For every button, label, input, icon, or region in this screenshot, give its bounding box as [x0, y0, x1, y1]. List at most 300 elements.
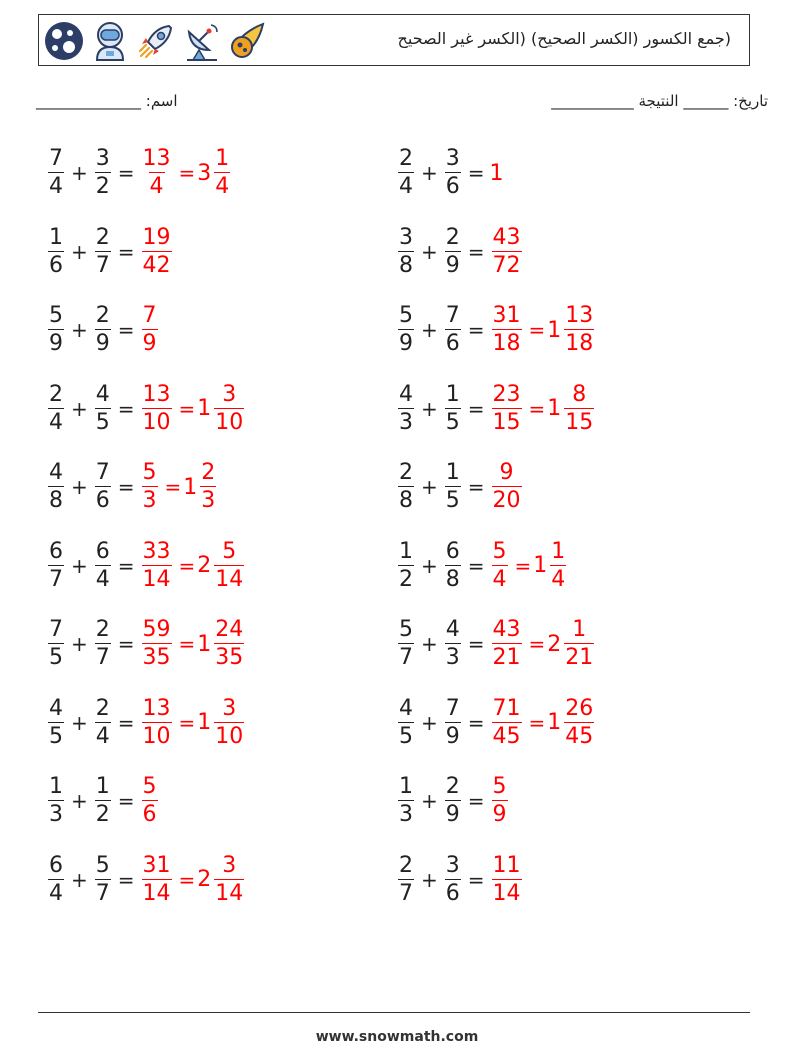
problem-item [46, 138, 232, 208]
denominator: 2 [95, 802, 110, 827]
denominator: 35 [142, 645, 171, 670]
answer [140, 852, 247, 906]
equals-sign: = [528, 632, 546, 656]
numerator: 31 [142, 852, 171, 878]
fraction [492, 852, 522, 906]
denominator: 3 [49, 802, 63, 827]
fraction [398, 462, 414, 512]
fraction [48, 462, 64, 512]
numerator: 13 [142, 381, 171, 407]
fraction [95, 695, 111, 749]
answer [140, 462, 219, 512]
denominator: 9 [49, 331, 63, 356]
fraction [48, 538, 64, 592]
denominator: 9 [142, 331, 157, 356]
denominator: 10 [142, 409, 171, 435]
fraction [492, 538, 508, 592]
denominator: 7 [95, 880, 110, 906]
problem-item [396, 688, 596, 758]
plus-sign: + [421, 553, 438, 578]
answer [490, 305, 597, 355]
answer [140, 148, 233, 198]
fraction [142, 852, 172, 906]
denominator: 20 [492, 488, 521, 513]
numerator: 5 [142, 774, 157, 799]
numerator: 2 [95, 224, 110, 250]
numerator: 5 [95, 852, 110, 878]
answer [490, 538, 569, 592]
fraction [48, 852, 64, 906]
plus-sign: + [421, 161, 438, 185]
denominator: 7 [49, 566, 63, 592]
equals-sign: = [178, 553, 196, 578]
denominator: 14 [142, 566, 171, 592]
denominator: 5 [445, 488, 460, 513]
denominator: 5 [49, 645, 63, 670]
denominator: 2 [399, 566, 413, 592]
denominator: 9 [445, 723, 460, 749]
denominator: 6 [49, 252, 63, 278]
equals-sign: = [467, 867, 485, 892]
answer [490, 161, 504, 186]
equals-sign: = [528, 396, 546, 421]
footer-divider [38, 1012, 750, 1013]
mixed-whole: 1 [533, 553, 548, 578]
fraction [445, 381, 461, 435]
numerator: 2 [49, 381, 63, 407]
denominator: 4 [399, 174, 413, 199]
fraction [95, 305, 111, 355]
denominator: 5 [95, 409, 110, 435]
plus-sign: + [71, 318, 88, 342]
denominator: 3 [142, 488, 157, 513]
numerator: 3 [399, 224, 413, 250]
fraction [142, 619, 172, 669]
problem-item [46, 609, 246, 679]
fraction [445, 224, 461, 278]
denominator: 14 [492, 880, 521, 906]
numerator: 2 [95, 695, 110, 721]
mixed-whole: 1 [547, 710, 562, 735]
denominator: 6 [445, 331, 460, 356]
fraction [398, 538, 414, 592]
worksheet-header [38, 14, 750, 66]
denominator: 5 [49, 723, 63, 749]
problem-item [396, 609, 596, 679]
problem-item [46, 374, 246, 444]
denominator: 7 [95, 645, 110, 670]
mixed-whole: 1 [547, 317, 562, 343]
plus-sign: + [71, 867, 88, 892]
plus-sign: + [71, 710, 88, 735]
denominator: 35 [215, 645, 244, 670]
fraction [142, 224, 172, 278]
numerator: 59 [142, 617, 171, 642]
fraction [492, 462, 522, 512]
numerator: 1 [399, 774, 413, 799]
denominator: 4 [49, 174, 63, 199]
problem-item [396, 452, 524, 522]
numerator: 13 [142, 695, 171, 721]
equals-sign: = [467, 553, 485, 578]
mixed-fraction [564, 305, 594, 355]
plus-sign: + [71, 553, 88, 578]
plus-sign: + [421, 318, 438, 342]
fraction [95, 538, 111, 592]
numerator: 2 [445, 224, 460, 250]
numerator: 4 [399, 381, 413, 407]
fraction [445, 619, 461, 669]
problem-item [46, 845, 246, 915]
equals-sign: = [467, 396, 485, 421]
numerator: 2 [95, 617, 110, 642]
numerator: 5 [492, 538, 507, 564]
fraction [398, 776, 414, 826]
fraction [398, 852, 414, 906]
fraction [142, 776, 158, 826]
numerator: 71 [492, 695, 521, 721]
numerator: 3 [95, 146, 110, 171]
denominator: 7 [399, 880, 413, 906]
fraction [48, 305, 64, 355]
fraction [398, 695, 414, 749]
numerator: 13 [142, 146, 171, 171]
problem-item [46, 766, 160, 836]
denominator: 3 [201, 488, 216, 513]
mixed-fraction [214, 852, 244, 906]
problem-item [396, 217, 524, 287]
equals-sign: = [467, 475, 485, 499]
problem-item [46, 531, 246, 601]
numerator: 2 [445, 774, 460, 799]
mixed-whole: 2 [547, 631, 562, 657]
plus-sign: + [421, 789, 438, 813]
numerator: 2 [399, 852, 413, 878]
plus-sign: + [421, 475, 438, 499]
answer [140, 305, 160, 355]
answer [140, 695, 247, 749]
denominator: 4 [95, 566, 110, 592]
numerator: 7 [49, 617, 63, 642]
denominator: 14 [215, 566, 244, 592]
numerator: 4 [49, 460, 63, 485]
fraction [95, 462, 111, 512]
plus-sign: + [71, 475, 88, 499]
answer [490, 695, 597, 749]
answer-whole: 1 [489, 160, 504, 186]
numerator: 7 [142, 303, 157, 328]
astronaut-icon [89, 20, 131, 62]
equals-sign: = [117, 318, 135, 342]
fraction [492, 695, 522, 749]
denominator: 45 [492, 723, 521, 749]
header-icons [43, 20, 269, 62]
numerator: 7 [445, 695, 460, 721]
numerator: 7 [445, 303, 460, 328]
denominator: 9 [95, 331, 110, 356]
plus-sign: + [421, 710, 438, 735]
denominator: 4 [492, 566, 507, 592]
denominator: 7 [95, 252, 110, 278]
numerator: 5 [142, 460, 157, 485]
fraction [492, 619, 522, 669]
fraction [445, 852, 461, 906]
fraction [398, 224, 414, 278]
numerator: 6 [49, 852, 63, 878]
equals-sign: = [117, 789, 135, 813]
numerator: 1 [49, 774, 63, 799]
equals-sign: = [117, 396, 135, 421]
fraction [445, 538, 461, 592]
equals-sign: = [514, 553, 532, 578]
fraction [398, 381, 414, 435]
denominator: 6 [445, 880, 460, 906]
date-score-field: تاريخ: ______ النتيجة ___________ [551, 92, 768, 110]
denominator: 6 [445, 174, 460, 199]
denominator: 3 [445, 645, 460, 670]
comet-icon [227, 20, 269, 62]
denominator: 6 [95, 488, 110, 513]
problem-item [46, 217, 174, 287]
denominator: 7 [399, 645, 413, 670]
numerator: 1 [215, 146, 230, 171]
answer [490, 224, 524, 278]
numerator: 5 [49, 303, 63, 328]
equals-sign: = [528, 710, 546, 735]
fraction [142, 695, 172, 749]
fraction [95, 852, 111, 906]
mixed-fraction [214, 148, 230, 198]
numerator: 19 [142, 224, 171, 250]
denominator: 15 [492, 409, 521, 435]
fraction [445, 776, 461, 826]
equals-sign: = [178, 396, 196, 421]
numerator: 3 [222, 852, 237, 878]
plus-sign: + [71, 239, 88, 264]
equals-sign: = [164, 475, 182, 499]
mixed-fraction [214, 538, 244, 592]
denominator: 42 [142, 252, 171, 278]
numerator: 24 [215, 617, 244, 642]
fraction [142, 381, 172, 435]
answer [140, 381, 247, 435]
fraction [492, 305, 522, 355]
numerator: 3 [222, 695, 237, 721]
fraction [398, 148, 414, 198]
answer [140, 619, 247, 669]
answer [490, 852, 524, 906]
numerator: 8 [572, 381, 587, 407]
denominator: 4 [149, 174, 164, 199]
plus-sign: + [71, 161, 88, 185]
numerator: 4 [95, 381, 110, 407]
numerator: 33 [142, 538, 171, 564]
numerator: 23 [492, 381, 521, 407]
numerator: 5 [222, 538, 237, 564]
equals-sign: = [117, 161, 135, 185]
equals-sign: = [117, 710, 135, 735]
numerator: 4 [49, 695, 63, 721]
denominator: 9 [492, 802, 507, 827]
numerator: 31 [492, 303, 521, 328]
mixed-whole: 1 [547, 396, 562, 421]
footer-url: www.snowmath.com [315, 1029, 479, 1045]
equals-sign: = [467, 789, 485, 813]
denominator: 21 [492, 645, 521, 670]
problem-item [396, 766, 510, 836]
numerator: 7 [49, 146, 63, 171]
denominator: 4 [215, 174, 230, 199]
plus-sign: + [71, 396, 88, 421]
denominator: 10 [215, 723, 244, 749]
denominator: 10 [142, 723, 171, 749]
denominator: 4 [95, 723, 110, 749]
fraction [142, 148, 172, 198]
mixed-fraction [214, 695, 244, 749]
equals-sign: = [178, 867, 196, 892]
fraction [95, 619, 111, 669]
problem-item [396, 138, 504, 208]
plus-sign: + [71, 789, 88, 813]
equals-sign: = [117, 239, 135, 264]
denominator: 4 [49, 409, 63, 435]
fraction [48, 381, 64, 435]
equals-sign: = [467, 632, 485, 656]
numerator: 2 [399, 146, 413, 171]
fraction [48, 776, 64, 826]
problem-item [396, 845, 524, 915]
numerator: 2 [399, 460, 413, 485]
numerator: 1 [572, 617, 587, 642]
numerator: 1 [551, 538, 566, 564]
mixed-fraction [214, 381, 244, 435]
equals-sign: = [528, 318, 546, 342]
fraction [48, 619, 64, 669]
fraction [398, 305, 414, 355]
numerator: 4 [445, 617, 460, 642]
worksheet-title: (جمع الكسور (الكسر الصحيح) (الكسر غير الصحيح [397, 29, 731, 48]
numerator: 3 [445, 852, 460, 878]
answer [490, 462, 524, 512]
denominator: 3 [399, 802, 413, 827]
fraction [445, 695, 461, 749]
problem-item [396, 374, 596, 444]
denominator: 14 [215, 880, 244, 906]
name-field: اسم: ______________ [36, 92, 178, 110]
numerator: 3 [445, 146, 460, 171]
numerator: 1 [49, 224, 63, 250]
denominator: 14 [142, 880, 171, 906]
fraction [95, 224, 111, 278]
mixed-whole: 2 [197, 867, 212, 892]
numerator: 6 [95, 538, 110, 564]
fraction [48, 224, 64, 278]
fraction [492, 381, 522, 435]
equals-sign: = [467, 239, 485, 264]
denominator: 45 [565, 723, 594, 749]
numerator: 1 [445, 460, 460, 485]
equals-sign: = [178, 632, 196, 656]
denominator: 9 [445, 252, 460, 278]
problem-item [396, 295, 596, 365]
fraction [398, 619, 414, 669]
numerator: 43 [492, 224, 521, 250]
fraction [492, 224, 522, 278]
numerator: 13 [565, 303, 594, 328]
satellite-dish-icon [181, 20, 223, 62]
fraction [48, 148, 64, 198]
answer [140, 776, 160, 826]
problem-item [46, 452, 218, 522]
equals-sign: = [178, 710, 196, 735]
mixed-fraction [564, 695, 594, 749]
equals-sign: = [467, 710, 485, 735]
denominator: 8 [399, 252, 413, 278]
mixed-fraction [564, 619, 594, 669]
mixed-whole: 3 [197, 160, 212, 186]
numerator: 43 [492, 617, 521, 642]
numerator: 6 [49, 538, 63, 564]
equals-sign: = [117, 553, 135, 578]
equals-sign: = [467, 318, 485, 342]
plus-sign: + [421, 239, 438, 264]
fraction [492, 776, 508, 826]
answer [490, 619, 597, 669]
numerator: 1 [399, 538, 413, 564]
numerator: 2 [95, 303, 110, 328]
denominator: 21 [565, 645, 594, 670]
mixed-fraction [214, 619, 244, 669]
denominator: 15 [565, 409, 594, 435]
numerator: 26 [565, 695, 594, 721]
plus-sign: + [421, 396, 438, 421]
numerator: 2 [201, 460, 216, 485]
plus-sign: + [421, 867, 438, 892]
equals-sign: = [467, 161, 485, 185]
mixed-fraction [550, 538, 566, 592]
mixed-whole: 1 [183, 474, 198, 500]
fraction [445, 305, 461, 355]
mixed-whole: 1 [197, 396, 212, 421]
fraction [95, 381, 111, 435]
fraction [445, 462, 461, 512]
denominator: 8 [399, 488, 413, 513]
denominator: 4 [551, 566, 566, 592]
fraction [48, 695, 64, 749]
problem-item [46, 295, 160, 365]
fraction [445, 148, 461, 198]
denominator: 72 [492, 252, 521, 278]
problem-item [46, 688, 246, 758]
numerator: 5 [399, 617, 413, 642]
numerator: 1 [445, 381, 460, 407]
problem-item [396, 531, 568, 601]
fraction [142, 538, 172, 592]
plus-sign: + [71, 632, 88, 656]
denominator: 2 [95, 174, 110, 199]
numerator: 3 [222, 381, 237, 407]
equals-sign: = [117, 475, 135, 499]
denominator: 9 [399, 331, 413, 356]
numerator: 9 [499, 460, 514, 485]
fraction [95, 148, 111, 198]
answer [140, 538, 247, 592]
denominator: 4 [49, 880, 63, 906]
answer [490, 381, 597, 435]
fraction [142, 305, 158, 355]
answer [490, 776, 510, 826]
rocket-icon [135, 20, 177, 62]
